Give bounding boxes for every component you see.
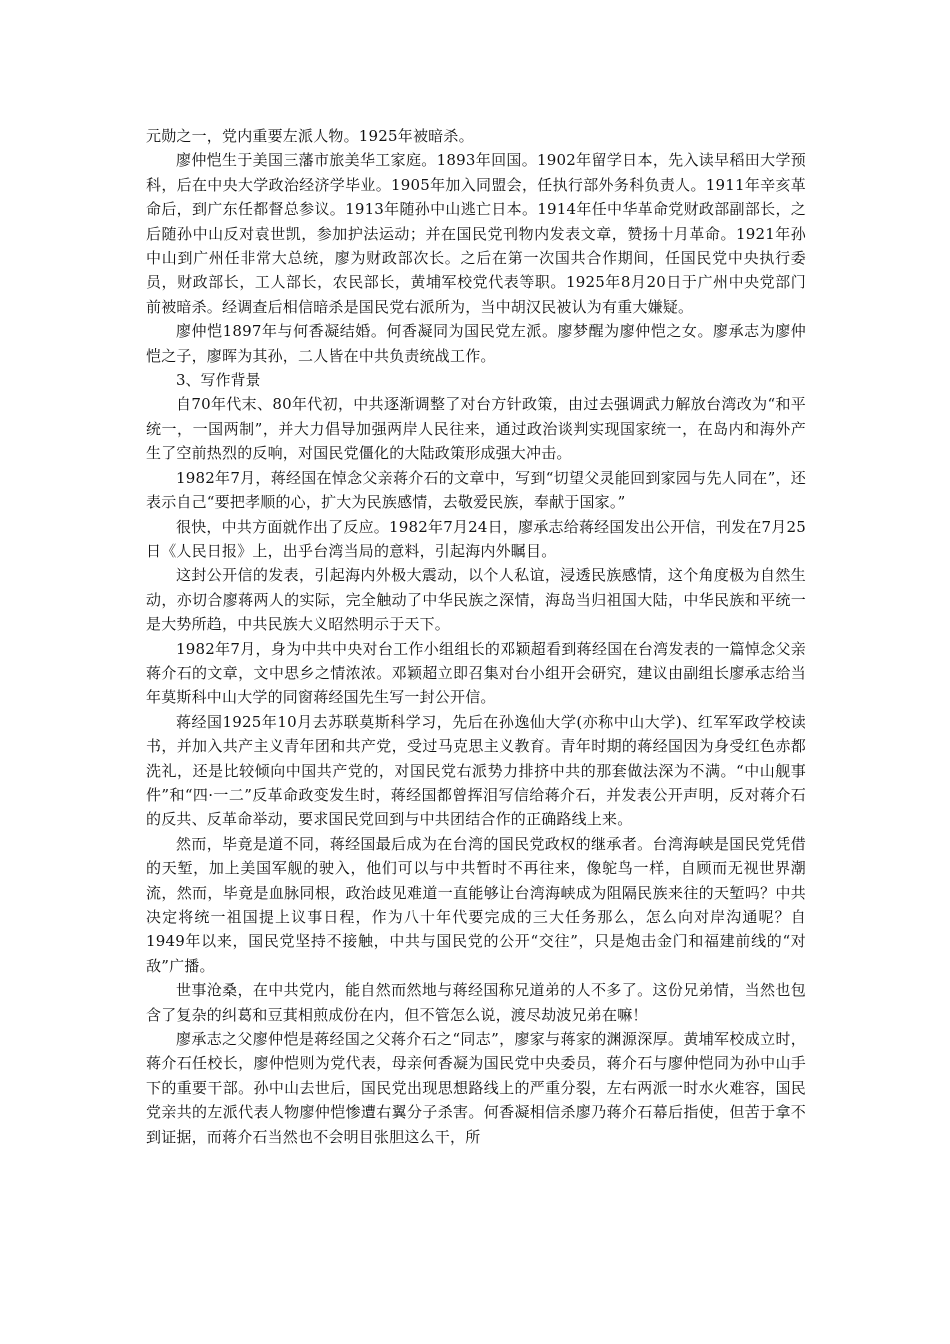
paragraph-open-letter: 很快，中共方面就作出了反应。1982年7月24日，廖承志给蒋经国发出公开信，刊发在7月25日《人民日报》上，出乎台湾当局的意料，引起海内外瞩目。 <box>146 517 806 560</box>
document-page <box>146 124 806 1149</box>
paragraph-liao-family: 廖仲恺1897年与何香凝结婚。何香凝同为国民党左派。廖梦醒为廖仲恺之女。廖承志为廖仲恺之子，廖晖为其孙，二人皆在中共负责统战工作。 <box>146 322 806 365</box>
paragraph-liao-zhongkai-bio: 廖仲恺生于美国三藩市旅美华工家庭。1893年回国。1902年留学日本，先入读早稻田大学预科，后在中央大学政治经济学毕业。1905年加入同盟会，任执行部外务科负责人。1911年辛亥革命后，到广东任都督总参议。1913年随孙中山逃亡日本。1914年任中华革命党财政部副部长，之后随孙中山反对袁世凯，参加护法运动；并在国民党刊物内发表文章，赞扬十月革命。1921年孙中山到广州任非常大总统，廖为财政部次长。之后在第一次国共合作期间，任国民党中央执行委员，财政部长，工人部长，农民部长，黄埔军校党代表等职。1925年8月20日于广州中央党部门前被暗杀。经调查后相信暗杀是国民党右派所为，当中胡汉民被认为有重大嫌疑。 <box>146 151 806 316</box>
paragraph-policy-shift: 自70年代末、80年代初，中共逐渐调整了对台方针政策，由过去强调武力解放台湾改为“和平统一，一国两制”，并大力倡导加强两岸人民往来，通过政治谈判实现国家统一，在岛内和海外产生了空前热烈的反响，对国民党僵化的大陆政策形成强大冲击。 <box>146 395 806 463</box>
paragraph-taiwan-strait: 然而，毕竟是道不同，蒋经国最后成为在台湾的国民党政权的继承者。台湾海峡是国民党凭借的天堑，加上美国军舰的驶入，他们可以与中共暂时不再往来，像鸵鸟一样，自顾而无视世界潮流，然而，毕竟是血脉同根，政治歧见难道一直能够让台湾海峡成为阻隔民族来往的天堑吗？中共决定将统一祖国提上议事日程，作为八十年代要完成的三大任务那么，怎么向对岸沟通呢？自1949年以来，国民党坚持不接触，中共与国民党的公开“交往”，只是炮击金门和福建前线的“对敌”广播。 <box>146 834 806 975</box>
paragraph-family-ties: 廖承志之父廖仲恺是蒋经国之父蒋介石之“同志”，廖家与蒋家的渊源深厚。黄埔军校成立时，蒋介石任校长，廖仲恺则为党代表，母亲何香凝为国民党中央委员，蒋介石与廖仲恺同为孙中山手下的重要干部。孙中山去世后，国民党出现思想路线上的严重分裂，左右两派一时水火难容，国民党亲共的左派代表人物廖仲恺惨遭右翼分子杀害。何香凝相信杀廖乃蒋介石幕后指使，但苦于拿不到证据，而蒋介石当然也不会明目张胆这么干，所 <box>146 1030 806 1146</box>
section-heading-writing-background: 3、写作背景 <box>176 371 261 390</box>
paragraph-jiang-moscow: 蒋经国1925年10月去苏联莫斯科学习，先后在孙逸仙大学(亦称中山大学)、红军军政学校读书，并加入共产主义青年团和共产党，受过马克思主义教育。青年时期的蒋经国因为身受红色赤都洗礼，还是比较倾向中国共产党的，对国民党右派势力排挤中共的那套做法深为不满。“中山舰事件”和“四·一二”反革命政变发生时，蒋经国都曾挥泪写信给蒋介石，并发表公开声明，反对蒋介石的反共、反革命举动，要求国民党回到与中共团结合作的正确路线上来。 <box>146 712 806 829</box>
paragraph-jiang-article: 1982年7月，蒋经国在悼念父亲蒋介石的文章中，写到“切望父灵能回到家园与先人同在”，还表示自己“要把孝顺的心，扩大为民族感情，去敬爱民族，奉献于国家。” <box>146 468 806 512</box>
paragraph-brotherhood: 世事沧桑，在中共党内，能自然而然地与蒋经国称兄道弟的人不多了。这份兄弟情，当然也包含了复杂的纠葛和豆萁相煎成份在内，但不管怎么说，渡尽劫波兄弟在嘛！ <box>146 981 806 1024</box>
paragraph-deng-yingchao: 1982年7月，身为中共中央对台工作小组组长的邓颖超看到蒋经国在台湾发表的一篇悼念父亲蒋介石的文章，文中思乡之情浓浓。邓颖超立即召集对台小组开会研究，建议由副组长廖承志给当年莫斯科中山大学的同窗蒋经国先生写一封公开信。 <box>146 639 806 707</box>
paragraph-continuation: 元勋之一，党内重要左派人物。1925年被暗杀。 <box>146 127 474 145</box>
paragraph-letter-impact: 这封公开信的发表，引起海内外极大震动，以个人私谊，浸透民族感情，这个角度极为自然生动，亦切合廖蒋两人的实际，完全触动了中华民族之深情，海岛当归祖国大陆，中华民族和平统一是大势所趋，中共民族大义昭然明示于天下。 <box>146 566 806 634</box>
